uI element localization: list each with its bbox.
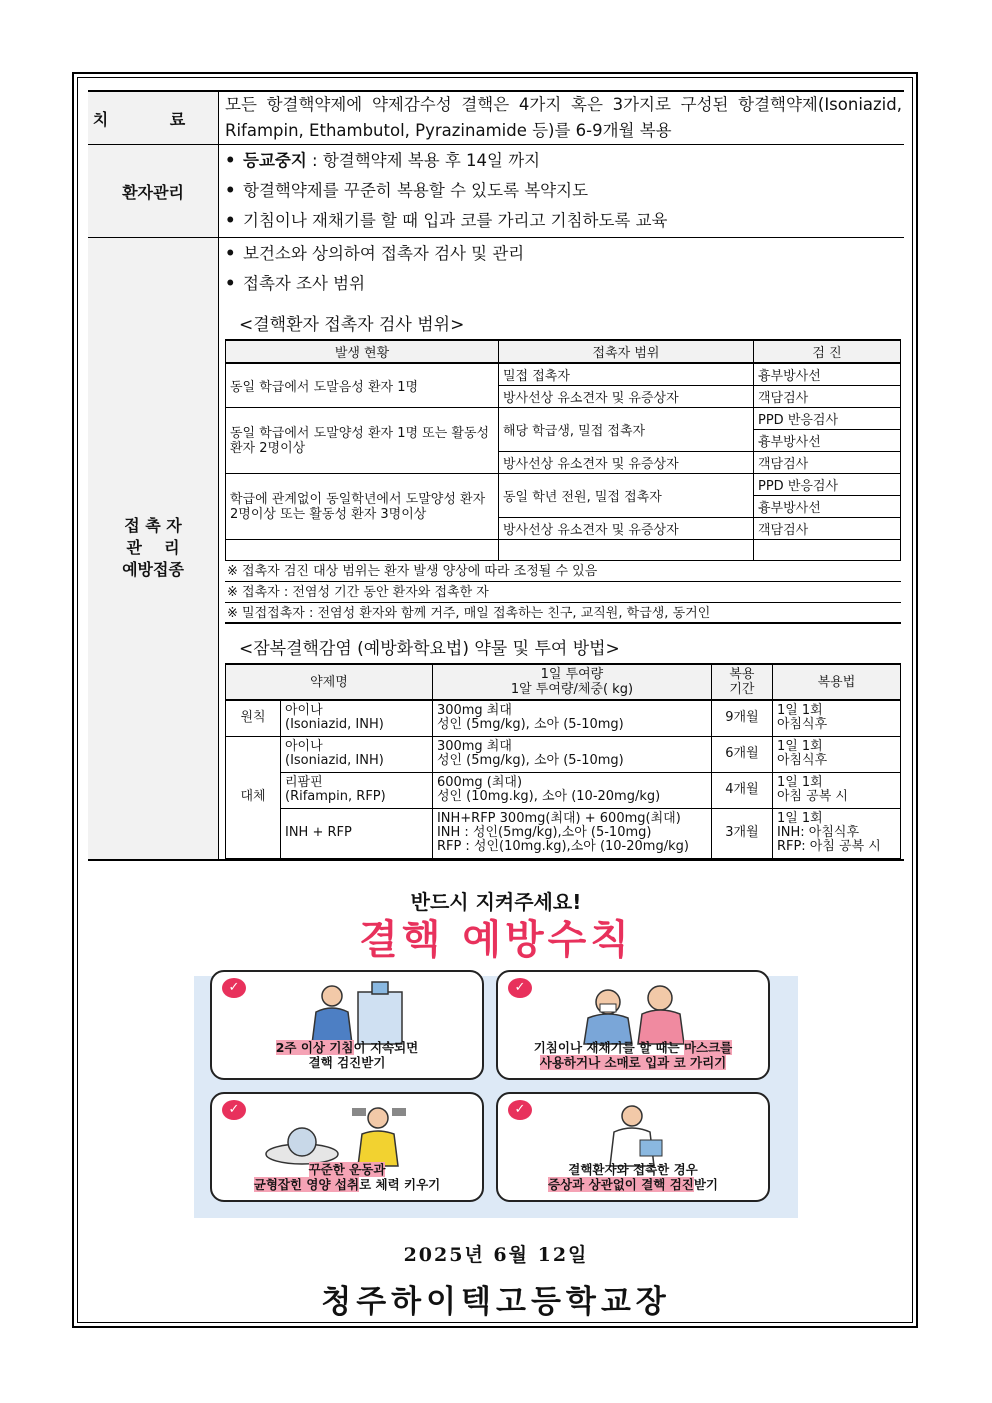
list-item: • 접촉자 조사 범위 [225,274,366,293]
list-item: • 기침이나 재채기를 할 때 입과 코를 가리고 기침하도록 교육 [225,211,668,230]
list-item: • 등교중지 : 항결핵약제 복용 후 14일 까지 [225,151,541,170]
table-row: 학급에 관계없이 동일학년에서 도말양성 환자 2명이상 또는 활동성 환자 3명이상 동일 학년 전원, 밀접 접촉자 PPD 반응검사 [226,474,901,496]
list-item: • 항결핵약제를 꾸준히 복용할 수 있도록 복약지도 [225,181,589,200]
check-icon: ✓ [508,978,532,998]
patient-mgmt-list [219,145,905,238]
patient-mgmt-label: 환자관리 [88,145,219,238]
col-header: 복용 기간 [711,664,772,700]
table-row: 흉부방사선 [226,430,901,452]
coughing-person-icon [262,980,432,1046]
col-header: 접촉자 범위 [499,340,754,363]
table-row: 방사선상 유소견자 및 유증상자 객담검사 [226,518,901,540]
table-row: 동일 학급에서 도말음성 환자 1명 밀접 접촉자 흉부방사선 [226,363,901,386]
masked-people-icon [548,980,718,1046]
note-line: ※ 밀접접촉자 : 전염성 환자와 함께 거주, 매일 접촉하는 친구, 교직원, 학급생, 동거인 [225,603,901,624]
school-principal-signature: 청주하이텍고등학교장 [321,1284,671,1320]
card-caption: 꾸준한 운동과 균형잡힌 영양 섭취로 체력 키우기 [253,1162,441,1192]
contact-table-title: <결핵환자 접촉자 검사 범위> [239,315,465,335]
card-caption: 결핵환자와 접촉한 경우 증상과 상관없이 결핵 검진받기 [547,1162,719,1192]
treatment-text: 모든 항결핵약제에 약제감수성 결핵은 4가지 혹은 3가지로 구성된 항결핵약제(Isoniazid, Rifampin, Ethambutol, Pyrazinamide 등)를 6-9개월 복용 [219,91,905,145]
check-icon: ✓ [222,978,246,998]
check-icon: ✓ [508,1100,532,1120]
contact-label: 접 촉 자 관 리 예방접종 [88,238,219,860]
rule-card-mask [496,970,770,1080]
table-row: 동일 학급에서 도말양성 환자 1명 또는 활동성 환자 2명이상 해당 학급생, 밀접 접촉자 PPD 반응검사 [226,408,901,430]
document-date: 2025년 6월 12일 [403,1244,589,1266]
table-row: 대체 아이나 (Isoniazid, INH) 300mg 최대 성인 (5mg/kg), 소아 (5-10mg) 6개월 1일 1회 아침식후 [226,736,901,772]
poster-title: 결핵 예방수칙 [359,917,633,963]
treatment-label: 치 료 [88,91,219,145]
table-row [226,540,901,561]
ltbi-drug-table [225,663,901,859]
list-item: • 보건소와 상의하여 접촉자 검사 및 관리 [225,244,525,263]
col-header: 약제명 [226,664,433,700]
col-header: 복용법 [772,664,900,700]
contact-exam-table [225,339,901,561]
card-caption: 2주 이상 기침이 지속되면 결핵 검진받기 [275,1040,419,1070]
note-line: ※ 접촉자 검진 대상 범위는 환자 발생 양상에 따라 조정될 수 있음 [225,561,901,582]
poster-subtitle: 반드시 지켜주세요! [410,890,582,914]
col-header: 1일 투여량 1알 투여량/체중( kg) [432,664,711,700]
check-icon: ✓ [222,1100,246,1120]
tb-prevention-poster [194,878,798,1218]
col-header: 발생 현황 [226,340,499,363]
contact-section [219,238,905,860]
table-row: 원칙 아이나 (Isoniazid, INH) 300mg 최대 성인 (5mg/kg), 소아 (5-10mg) 9개월 1일 1회 아침식후 [226,700,901,736]
note-line: ※ 접촉자 : 전염성 기간 동안 환자와 접촉한 자 [225,582,901,603]
table-row: 방사선상 유소견자 및 유증상자 객담검사 [226,386,901,408]
rule-card-exercise [210,1092,484,1202]
table-row: 리팜핀 (Rifampin, RFP) 600mg (최대) 성인 (10mg.kg), 소아 (10-20mg/kg) 4개월 1일 1회 아침 공복 시 [226,772,901,808]
rule-card-checkup [496,1092,770,1202]
table-row: 방사선상 유소견자 및 유증상자 객담검사 [226,452,901,474]
ltbi-table-title: <잠복결핵감염 (예방화학요법) 약물 및 투여 방법> [239,639,620,659]
table-row: 흉부방사선 [226,496,901,518]
rule-card-cough [210,970,484,1080]
col-header: 검 진 [754,340,901,363]
card-caption: 기침이나 재채기를 할 때는 마스크를 사용하거나 소매로 입과 코 가리기 [533,1040,733,1070]
tb-guideline-table [88,90,904,861]
doctor-icon [548,1102,718,1168]
exercise-food-icon [262,1102,432,1168]
table-row: INH + RFP INH+RFP 300mg(최대) + 600mg(최대) INH : 성인(5mg/kg),소아 (5-10mg) RFP : 성인(10mg.kg),소아 (10-20mg/kg) 3개월 1일 1회 INH: 아침식후 RFP: 아침 공복 시 [226,808,901,858]
